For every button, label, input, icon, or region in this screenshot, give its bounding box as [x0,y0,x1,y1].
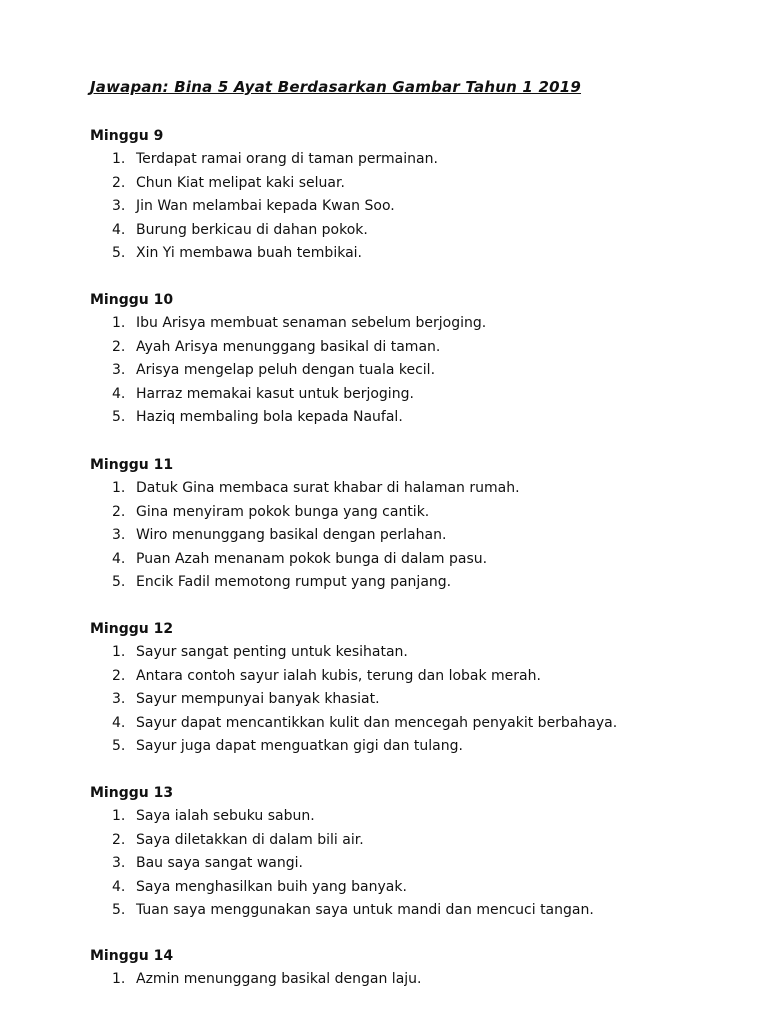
list-item [90,571,730,595]
item-text: Gina menyiram pokok bunga yang cantik. [136,503,430,520]
item-text: Sayur mempunyai banyak khasiat. [136,691,380,707]
list-item [90,735,730,759]
list-item [90,172,730,196]
item-number: 3. [112,691,126,707]
list-item [90,968,730,992]
item-text: Wiro menunggang basikal dengan perlahan. [136,527,447,543]
item-text: Ibu Arisya membuat senaman sebelum berjoging. [136,315,487,331]
item-text: Sayur dapat mencantikkan kulit dan mencegah penyakit berbahaya. [136,714,618,731]
item-text: Terdapat ramai orang di taman permainan. [136,151,438,167]
item-number: 2. [112,831,126,848]
item-text: Chun Kiat melipat kaki seluar. [136,174,345,191]
section-heading: Minggu 11 [90,457,174,473]
document-title: Jawapan: Bina 5 Ayat Berdasarkan Gambar Tahun 1 2019 [90,78,582,96]
item-text: Bau saya sangat wangi. [136,855,303,871]
item-text: Encik Fadil memotong rumput yang panjang. [136,574,452,590]
item-text: Ayah Arisya menunggang basikal di taman. [136,338,441,355]
item-number: 2. [112,174,126,191]
section-heading: Minggu 12 [90,621,174,637]
section-minggu-14 [90,944,730,992]
list-item [90,805,730,829]
item-text: Antara contoh sayur ialah kubis, terung dan lobak merah. [136,667,541,684]
item-text: Saya ialah sebuku sabun. [136,808,315,824]
list-item [90,242,730,266]
list-item [90,876,730,900]
item-number: 4. [112,550,126,567]
section-heading: Minggu 13 [90,785,174,801]
list-item [90,312,730,336]
item-number: 3. [112,198,126,214]
item-number: 4. [112,714,126,731]
list-item [90,712,730,736]
item-number: 1. [112,480,126,496]
item-number: 5. [112,738,126,754]
section-minggu-13 [90,781,730,923]
item-text: Burung berkicau di dahan pokok. [136,221,368,238]
list-item [90,524,730,548]
item-text: Xin Yi membawa buah tembikai. [136,245,362,261]
item-number: 5. [112,245,126,261]
item-number: 4. [112,878,126,895]
item-number: 1. [112,971,126,987]
item-text: Sayur juga dapat menguatkan gigi dan tulang. [136,738,463,754]
item-number: 1. [112,644,126,660]
list-item [90,641,730,665]
answer-list [90,641,730,759]
item-number: 2. [112,338,126,355]
section-minggu-9 [90,124,730,266]
item-text: Jin Wan melambai kepada Kwan Soo. [136,198,395,214]
list-item [90,501,730,525]
item-number: 1. [112,151,126,167]
item-text: Datuk Gina membaca surat khabar di halaman rumah. [136,480,520,496]
item-text: Puan Azah menanam pokok bunga di dalam pasu. [136,550,488,567]
item-text: Haziq membaling bola kepada Naufal. [136,409,403,425]
list-item [90,665,730,689]
item-text: Saya diletakkan di dalam bili air. [136,831,364,848]
section-heading: Minggu 14 [90,948,174,964]
item-number: 2. [112,667,126,684]
item-number: 3. [112,362,126,378]
list-item [90,852,730,876]
answer-list [90,148,730,266]
list-item [90,383,730,407]
item-text: Sayur sangat penting untuk kesihatan. [136,644,408,660]
answer-list [90,477,730,595]
list-item [90,406,730,430]
item-number: 4. [112,221,126,238]
item-number: 3. [112,527,126,543]
section-minggu-11 [90,453,730,595]
item-number: 5. [112,902,126,918]
section-minggu-12 [90,617,730,759]
list-item [90,688,730,712]
item-text: Harraz memakai kasut untuk berjoging. [136,385,414,402]
item-number: 3. [112,855,126,871]
answer-list [90,312,730,430]
list-item [90,359,730,383]
list-item [90,548,730,572]
section-minggu-10 [90,288,730,430]
section-heading: Minggu 9 [90,128,164,144]
list-item [90,148,730,172]
item-text: Azmin menunggang basikal dengan laju. [136,971,422,987]
item-number: 2. [112,503,126,520]
item-number: 5. [112,409,126,425]
answer-list [90,968,730,992]
list-item [90,899,730,923]
answer-list [90,805,730,923]
item-number: 1. [112,808,126,824]
list-item [90,219,730,243]
list-item [90,336,730,360]
list-item [90,829,730,853]
list-item [90,477,730,501]
section-heading: Minggu 10 [90,292,174,308]
item-number: 5. [112,574,126,590]
item-text: Arisya mengelap peluh dengan tuala kecil. [136,362,436,378]
item-number: 1. [112,315,126,331]
list-item [90,195,730,219]
item-text: Tuan saya menggunakan saya untuk mandi dan mencuci tangan. [136,902,594,918]
item-text: Saya menghasilkan buih yang banyak. [136,878,407,895]
item-number: 4. [112,385,126,402]
